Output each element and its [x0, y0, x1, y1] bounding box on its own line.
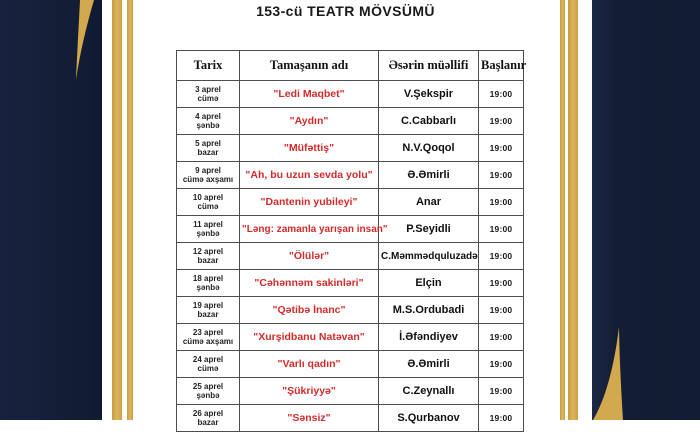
cell-author: İ.Əfəndiyev — [379, 324, 479, 351]
col-header-author: Əsərin müəllifi — [379, 51, 479, 81]
cell-author: P.Seyidli — [379, 216, 479, 243]
table-row — [177, 108, 524, 135]
cell-date: 5 aprel bazar — [177, 135, 240, 162]
col-header-date: Tarix — [177, 51, 240, 81]
table-row — [177, 162, 524, 189]
cell-time: 19:00 — [479, 405, 524, 432]
cell-author: C.Zeynallı — [379, 378, 479, 405]
cell-date: 26 aprel bazar — [177, 405, 240, 432]
cell-date: 24 aprel cümə — [177, 351, 240, 378]
cell-play-title: "Dantenin yubileyi" — [240, 189, 379, 216]
cell-author: C.Cabbarlı — [379, 108, 479, 135]
cell-date: 12 aprel bazar — [177, 243, 240, 270]
cell-date: 4 aprel şənbə — [177, 108, 240, 135]
cell-time: 19:00 — [479, 270, 524, 297]
cell-time: 19:00 — [479, 378, 524, 405]
cell-play-title: "Ledi Maqbet" — [240, 81, 379, 108]
cell-date: 18 aprel şənbə — [177, 270, 240, 297]
cell-author: C.Məmmədquluzadə — [379, 243, 479, 270]
cell-play-title: "Xurşidbanu Natəvan" — [240, 324, 379, 351]
cell-time: 19:00 — [479, 108, 524, 135]
cell-time: 19:00 — [479, 162, 524, 189]
cell-play-title: "Sənsiz" — [240, 405, 379, 432]
table-row — [177, 297, 524, 324]
gold-stripe-left-thin — [127, 0, 133, 420]
cell-play-title: "Qətibə İnanc" — [240, 297, 379, 324]
cell-author: V.Şekspir — [379, 81, 479, 108]
gold-swoosh-bottom-right-icon — [592, 0, 700, 420]
cell-date: 19 aprel bazar — [177, 297, 240, 324]
gold-stripe-right-thin — [560, 0, 565, 420]
cell-play-title: "Şükriyyə" — [240, 378, 379, 405]
table-row — [177, 270, 524, 297]
cell-time: 19:00 — [479, 81, 524, 108]
cell-time: 19:00 — [479, 324, 524, 351]
cell-date: 23 aprel cümə axşamı — [177, 324, 240, 351]
cell-author: S.Qurbanov — [379, 405, 479, 432]
col-header-title: Tamaşanın adı — [240, 51, 379, 81]
cell-author: Ə.Əmirli — [379, 162, 479, 189]
left-navy-panel — [0, 0, 102, 420]
gold-stripe-right-thick — [568, 0, 578, 420]
cell-author: Anar — [379, 189, 479, 216]
cell-author: Ə.Əmirli — [379, 351, 479, 378]
cell-play-title: "Ləng: zamanla yarışan insan" — [240, 216, 379, 243]
schedule-table — [176, 50, 527, 432]
header-row — [177, 51, 524, 81]
table-row — [177, 324, 524, 351]
cell-play-title: "Cəhənnəm sakinləri" — [240, 270, 379, 297]
cell-date: 10 aprel cümə — [177, 189, 240, 216]
table-row — [177, 351, 524, 378]
table-row — [177, 189, 524, 216]
cell-play-title: "Ah, bu uzun sevda yolu" — [240, 162, 379, 189]
schedule-table-wrapper — [176, 50, 527, 432]
cell-time: 19:00 — [479, 135, 524, 162]
cell-time: 19:00 — [479, 216, 524, 243]
cell-time: 19:00 — [479, 351, 524, 378]
cell-date: 25 aprel şənbə — [177, 378, 240, 405]
table-row — [177, 81, 524, 108]
table-row — [177, 135, 524, 162]
table-row — [177, 243, 524, 270]
cell-time: 19:00 — [479, 189, 524, 216]
table-row — [177, 216, 524, 243]
cell-play-title: "Ölülər" — [240, 243, 379, 270]
cell-play-title: "Varlı qadın" — [240, 351, 379, 378]
cell-date: 11 aprel şənbə — [177, 216, 240, 243]
table-row — [177, 378, 524, 405]
cell-date: 9 aprel cümə axşamı — [177, 162, 240, 189]
col-header-time: Başlanır — [479, 51, 524, 81]
cell-author: M.S.Ordubadi — [379, 297, 479, 324]
page-title: 153-cü TEATR MÖVSÜMÜ — [256, 3, 435, 19]
cell-date: 3 aprel cümə — [177, 81, 240, 108]
cell-time: 19:00 — [479, 297, 524, 324]
cell-play-title: "Aydın" — [240, 108, 379, 135]
cell-time: 19:00 — [479, 243, 524, 270]
right-navy-panel — [592, 0, 700, 420]
cell-author: N.V.Qoqol — [379, 135, 479, 162]
table-row — [177, 405, 524, 432]
cell-author: Elçin — [379, 270, 479, 297]
cell-play-title: "Müfəttiş" — [240, 135, 379, 162]
gold-stripe-left-thick — [112, 0, 122, 420]
gold-swoosh-top-left-icon — [0, 0, 102, 420]
